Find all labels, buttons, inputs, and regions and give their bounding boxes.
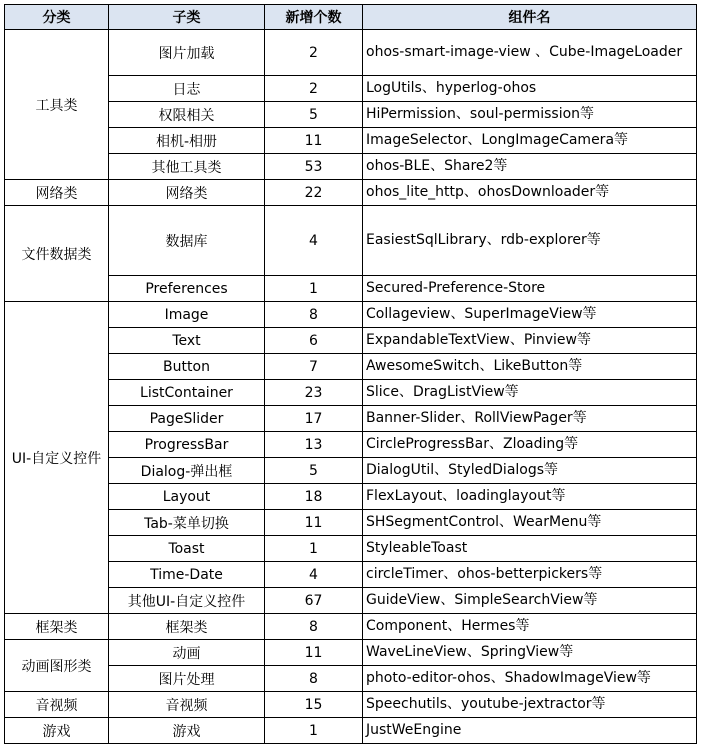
count-cell: 11: [265, 510, 363, 536]
table-row: [5, 432, 697, 458]
table-row: [5, 206, 697, 276]
subcategory-cell: 动画: [109, 640, 265, 666]
subcategory-cell: 游戏: [109, 718, 265, 744]
subcategory-cell: 框架类: [109, 614, 265, 640]
count-cell: 53: [265, 154, 363, 180]
component-cell: ImageSelector、LongImageCamera等: [363, 128, 697, 154]
count-cell: 2: [265, 76, 363, 102]
count-cell: 4: [265, 206, 363, 276]
component-cell: CircleProgressBar、Zloading等: [363, 432, 697, 458]
subcategory-cell: 权限相关: [109, 102, 265, 128]
header-subcategory: 子类: [109, 5, 265, 30]
subcategory-cell: 日志: [109, 76, 265, 102]
count-cell: 23: [265, 380, 363, 406]
subcategory-cell: Tab-菜单切换: [109, 510, 265, 536]
count-cell: 1: [265, 718, 363, 744]
count-cell: 13: [265, 432, 363, 458]
category-cell: 文件数据类: [5, 206, 109, 302]
table-row: [5, 276, 697, 302]
count-cell: 17: [265, 406, 363, 432]
component-cell: Collageview、SuperImageView等: [363, 302, 697, 328]
component-cell: DialogUtil、StyledDialogs等: [363, 458, 697, 484]
subcategory-cell: Dialog-弹出框: [109, 458, 265, 484]
table-row: [5, 302, 697, 328]
component-cell: FlexLayout、loadinglayout等: [363, 484, 697, 510]
table-row: [5, 30, 697, 76]
count-cell: 15: [265, 692, 363, 718]
subcategory-cell: 音视频: [109, 692, 265, 718]
component-cell: EasiestSqlLibrary、rdb-explorer等: [363, 206, 697, 276]
category-cell: 动画图形类: [5, 640, 109, 692]
component-cell: HiPermission、soul-permission等: [363, 102, 697, 128]
subcategory-cell: 网络类: [109, 180, 265, 206]
table-row: [5, 458, 697, 484]
subcategory-cell: 其他UI-自定义控件: [109, 588, 265, 614]
component-cell: photo-editor-ohos、ShadowImageView等: [363, 666, 697, 692]
subcategory-cell: 图片加载: [109, 30, 265, 76]
count-cell: 1: [265, 276, 363, 302]
table-row: [5, 562, 697, 588]
component-cell: ohos-BLE、Share2等: [363, 154, 697, 180]
count-cell: 5: [265, 458, 363, 484]
subcategory-cell: 相机-相册: [109, 128, 265, 154]
subcategory-cell: Preferences: [109, 276, 265, 302]
table-row: [5, 510, 697, 536]
subcategory-cell: Layout: [109, 484, 265, 510]
component-cell: StyleableToast: [363, 536, 697, 562]
component-cell: LogUtils、hyperlog-ohos: [363, 76, 697, 102]
table-row: [5, 154, 697, 180]
table-row: [5, 102, 697, 128]
count-cell: 22: [265, 180, 363, 206]
subcategory-cell: Text: [109, 328, 265, 354]
table-row: [5, 180, 697, 206]
table-row: [5, 588, 697, 614]
subcategory-cell: Image: [109, 302, 265, 328]
count-cell: 6: [265, 328, 363, 354]
count-cell: 8: [265, 302, 363, 328]
count-cell: 7: [265, 354, 363, 380]
component-cell: Component、Hermes等: [363, 614, 697, 640]
component-cell: ExpandableTextView、Pinview等: [363, 328, 697, 354]
subcategory-cell: Time-Date: [109, 562, 265, 588]
table-body: [5, 30, 697, 744]
subcategory-cell: PageSlider: [109, 406, 265, 432]
table-row: [5, 484, 697, 510]
category-cell: 工具类: [5, 30, 109, 180]
table-row: [5, 614, 697, 640]
component-cell: ohos_lite_http、ohosDownloader等: [363, 180, 697, 206]
component-cell: Banner-Slider、RollViewPager等: [363, 406, 697, 432]
header-component: 组件名: [363, 5, 697, 30]
category-cell: UI-自定义控件: [5, 302, 109, 614]
category-cell: 网络类: [5, 180, 109, 206]
component-cell: SHSegmentControl、WearMenu等: [363, 510, 697, 536]
table-row: [5, 718, 697, 744]
subcategory-cell: 数据库: [109, 206, 265, 276]
subcategory-cell: 其他工具类: [109, 154, 265, 180]
table-row: [5, 76, 697, 102]
table-row: [5, 328, 697, 354]
count-cell: 11: [265, 128, 363, 154]
count-cell: 8: [265, 614, 363, 640]
subcategory-cell: Button: [109, 354, 265, 380]
count-cell: 1: [265, 536, 363, 562]
component-cell: Slice、DragListView等: [363, 380, 697, 406]
component-cell: GuideView、SimpleSearchView等: [363, 588, 697, 614]
category-cell: 音视频: [5, 692, 109, 718]
component-cell: AwesomeSwitch、LikeButton等: [363, 354, 697, 380]
table-row: [5, 380, 697, 406]
subcategory-cell: ProgressBar: [109, 432, 265, 458]
category-cell: 框架类: [5, 614, 109, 640]
table-row: [5, 692, 697, 718]
table-row: [5, 128, 697, 154]
header-row: [5, 5, 697, 30]
category-cell: 游戏: [5, 718, 109, 744]
table-row: [5, 354, 697, 380]
component-cell: Speechutils、youtube-jextractor等: [363, 692, 697, 718]
component-cell: Secured-Preference-Store: [363, 276, 697, 302]
component-cell: ohos-smart-image-view 、Cube-ImageLoader: [363, 30, 697, 76]
subcategory-cell: 图片处理: [109, 666, 265, 692]
table-row: [5, 640, 697, 666]
header-count: 新增个数: [265, 5, 363, 30]
count-cell: 2: [265, 30, 363, 76]
count-cell: 5: [265, 102, 363, 128]
header-category: 分类: [5, 5, 109, 30]
subcategory-cell: Toast: [109, 536, 265, 562]
component-cell: circleTimer、ohos-betterpickers等: [363, 562, 697, 588]
component-cell: JustWeEngine: [363, 718, 697, 744]
table-row: [5, 536, 697, 562]
component-cell: WaveLineView、SpringView等: [363, 640, 697, 666]
count-cell: 4: [265, 562, 363, 588]
count-cell: 11: [265, 640, 363, 666]
subcategory-cell: ListContainer: [109, 380, 265, 406]
count-cell: 67: [265, 588, 363, 614]
table-row: [5, 666, 697, 692]
count-cell: 8: [265, 666, 363, 692]
table-row: [5, 406, 697, 432]
component-table: [4, 4, 697, 744]
count-cell: 18: [265, 484, 363, 510]
